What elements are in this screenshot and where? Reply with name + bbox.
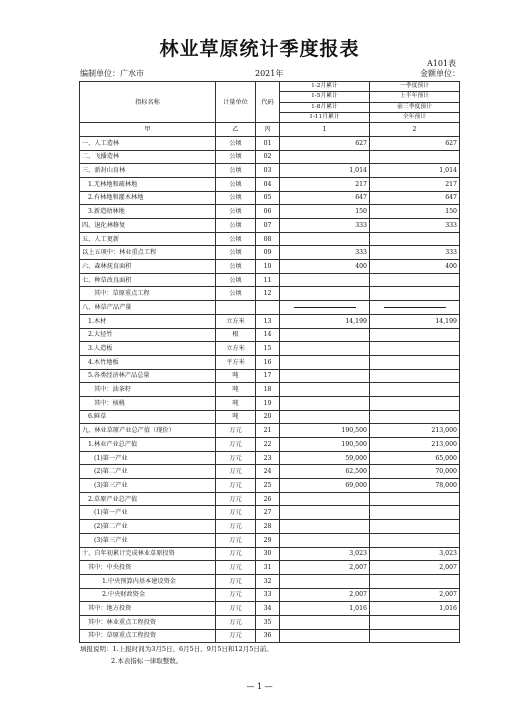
row-value-cumulative: [280, 273, 370, 287]
row-code: 10: [256, 260, 280, 274]
row-code: 08: [256, 232, 280, 246]
table-row: [80, 355, 460, 369]
row-code: 34: [256, 602, 280, 616]
row-unit: 万元: [216, 629, 256, 643]
statistics-table: [79, 81, 460, 643]
row-unit: 公顷: [216, 273, 256, 287]
row-unit: 万元: [216, 533, 256, 547]
row-value-forecast: [370, 492, 460, 506]
row-name: 二、飞播造林: [80, 150, 216, 164]
row-name: 2.中央财政资金: [80, 588, 216, 602]
amount-unit: 金额单位：: [420, 69, 460, 78]
row-name: 九、林业草原产业总产值（现价）: [80, 424, 216, 438]
table-row: [80, 328, 460, 342]
row-unit: 万元: [216, 615, 256, 629]
table-row: [80, 246, 460, 260]
row-name: 其中：核桃: [80, 396, 216, 410]
row-code: 15: [256, 342, 280, 356]
header-col1-line: 1-8月累计: [280, 103, 369, 113]
row-name: 5.各类经济林产品总量: [80, 369, 216, 383]
header-col1-line: 1-5月累计: [280, 92, 369, 102]
row-value-forecast: [370, 383, 460, 397]
label-col2: 2: [370, 123, 460, 137]
row-code: 18: [256, 383, 280, 397]
table-row: [80, 177, 460, 191]
row-value-cumulative: 62,500: [280, 465, 370, 479]
row-value-cumulative: 150: [280, 205, 370, 219]
row-value-cumulative: [280, 328, 370, 342]
row-code: 35: [256, 615, 280, 629]
table-row: [80, 232, 460, 246]
row-value-cumulative: [280, 301, 370, 315]
table-row: [80, 465, 460, 479]
row-value-cumulative: [280, 396, 370, 410]
row-code: 28: [256, 520, 280, 534]
row-code: 16: [256, 355, 280, 369]
row-value-forecast: 2,007: [370, 561, 460, 575]
row-value-forecast: [370, 520, 460, 534]
header-col2-line: 一季度预计: [370, 82, 459, 92]
row-unit: 吨: [216, 410, 256, 424]
row-name: 三、新封山育林: [80, 164, 216, 178]
dash-line: [294, 307, 356, 308]
row-name: 其中：林业重点工程投资: [80, 615, 216, 629]
row-code: 04: [256, 177, 280, 191]
row-code: 30: [256, 547, 280, 561]
table-row: [80, 273, 460, 287]
row-value-cumulative: 14,199: [280, 314, 370, 328]
row-value-cumulative: [280, 410, 370, 424]
table-row: [80, 383, 460, 397]
page-number: — 1 —: [246, 682, 273, 691]
row-value-cumulative: 647: [280, 191, 370, 205]
row-unit: 立方米: [216, 314, 256, 328]
row-code: 24: [256, 465, 280, 479]
table-row: [80, 301, 460, 315]
row-value-forecast: 70,000: [370, 465, 460, 479]
note-line: 填报说明：1.上报时间为3月5日、6月5日、9月5日和12月5日前。: [80, 645, 273, 653]
row-value-cumulative: [280, 383, 370, 397]
row-name: (1)第一产业: [80, 506, 216, 520]
table-row: [80, 492, 460, 506]
header-code: 代码: [256, 82, 280, 123]
table-row: [80, 574, 460, 588]
label-bing: 丙: [256, 123, 280, 137]
row-unit: 立方米: [216, 342, 256, 356]
row-value-cumulative: 1,014: [280, 164, 370, 178]
row-value-forecast: [370, 150, 460, 164]
row-value-forecast: 333: [370, 219, 460, 233]
row-value-forecast: [370, 396, 460, 410]
row-name: 2.有林地和灌木林地: [80, 191, 216, 205]
row-value-cumulative: [280, 492, 370, 506]
table-row: [80, 396, 460, 410]
row-name: 四、退化林修复: [80, 219, 216, 233]
row-name: 3.人造板: [80, 342, 216, 356]
row-code: 02: [256, 150, 280, 164]
row-name: 其中：草原重点工程: [80, 287, 216, 301]
row-value-cumulative: 2,007: [280, 588, 370, 602]
row-value-cumulative: 1,016: [280, 602, 370, 616]
row-value-forecast: [370, 328, 460, 342]
row-name: 其中：中央投资: [80, 561, 216, 575]
row-value-forecast: 14,199: [370, 314, 460, 328]
form-number: A101表: [426, 59, 456, 68]
row-unit: 万元: [216, 506, 256, 520]
label-jia: 甲: [80, 123, 216, 137]
row-name: 八、林草产品产量: [80, 301, 216, 315]
row-code: 12: [256, 287, 280, 301]
row-value-forecast: [370, 287, 460, 301]
row-value-cumulative: 190,500: [280, 438, 370, 452]
table-row: [80, 314, 460, 328]
row-code: 33: [256, 588, 280, 602]
table-row: [80, 424, 460, 438]
row-code: 19: [256, 396, 280, 410]
row-unit: 万元: [216, 438, 256, 452]
header-indicator-name: 指标名称: [80, 82, 216, 123]
table-row: [80, 479, 460, 493]
row-name: (3)第三产业: [80, 533, 216, 547]
table-row: [80, 561, 460, 575]
row-name: (3)第三产业: [80, 479, 216, 493]
row-name: 2.大径竹: [80, 328, 216, 342]
table-row: [80, 260, 460, 274]
row-code: 14: [256, 328, 280, 342]
row-value-forecast: 400: [370, 260, 460, 274]
row-name: 十、自年初累计完成林业草原投资: [80, 547, 216, 561]
row-value-cumulative: 3,023: [280, 547, 370, 561]
table-row: [80, 588, 460, 602]
row-unit: 吨: [216, 383, 256, 397]
row-unit: 万元: [216, 451, 256, 465]
row-code: [256, 301, 280, 315]
row-name: 六、森林抚育面积: [80, 260, 216, 274]
table-row: [80, 438, 460, 452]
row-value-forecast: 150: [370, 205, 460, 219]
row-value-forecast: [370, 506, 460, 520]
row-code: 26: [256, 492, 280, 506]
row-value-cumulative: [280, 232, 370, 246]
header-col2-line: 全年预计: [402, 113, 427, 120]
row-unit: 公顷: [216, 260, 256, 274]
row-unit: 根: [216, 328, 256, 342]
row-value-forecast: [370, 369, 460, 383]
table-row: [80, 219, 460, 233]
row-value-forecast: 213,000: [370, 438, 460, 452]
row-name: 1.木材: [80, 314, 216, 328]
table-row: [80, 205, 460, 219]
note-line: 2.本表指标一律取整数。: [111, 657, 183, 665]
row-name: 其中：油茶籽: [80, 383, 216, 397]
row-unit: 公顷: [216, 150, 256, 164]
row-value-cumulative: 59,000: [280, 451, 370, 465]
row-name: 4.木竹地板: [80, 355, 216, 369]
row-value-forecast: 647: [370, 191, 460, 205]
row-value-forecast: [370, 615, 460, 629]
report-year: 2021年: [255, 69, 284, 78]
table-row: [80, 136, 460, 150]
row-value-forecast: 333: [370, 246, 460, 260]
row-unit: 公顷: [216, 177, 256, 191]
row-value-cumulative: 333: [280, 219, 370, 233]
row-value-forecast: [370, 355, 460, 369]
row-code: 05: [256, 191, 280, 205]
table-row: [80, 287, 460, 301]
row-unit: [216, 301, 256, 315]
row-value-cumulative: [280, 615, 370, 629]
row-value-cumulative: 627: [280, 136, 370, 150]
table-row: [80, 615, 460, 629]
row-unit: 公顷: [216, 232, 256, 246]
row-code: 17: [256, 369, 280, 383]
row-code: 27: [256, 506, 280, 520]
row-value-forecast: 627: [370, 136, 460, 150]
row-unit: 万元: [216, 520, 256, 534]
header-col2: [370, 82, 460, 123]
row-code: 01: [256, 136, 280, 150]
table-row: [80, 410, 460, 424]
report-title: 林业草原统计季度报表: [159, 38, 360, 60]
row-unit: 公顷: [216, 164, 256, 178]
row-unit: 公顷: [216, 191, 256, 205]
row-value-forecast: 213,000: [370, 424, 460, 438]
row-unit: 公顷: [216, 287, 256, 301]
header-unit: 计量单位: [216, 82, 256, 123]
header-col1: [280, 82, 370, 123]
row-value-forecast: 1,014: [370, 164, 460, 178]
row-value-cumulative: [280, 629, 370, 643]
header-col1-line: 1-2月累计: [280, 82, 369, 92]
row-name: 五、人工更新: [80, 232, 216, 246]
row-code: 07: [256, 219, 280, 233]
row-unit: 万元: [216, 547, 256, 561]
row-unit: 平方米: [216, 355, 256, 369]
header-col2-line: 上半年预计: [370, 92, 459, 102]
row-value-forecast: [370, 629, 460, 643]
row-value-forecast: 3,023: [370, 547, 460, 561]
row-name: 1.无林地和疏林地: [80, 177, 216, 191]
row-value-forecast: [370, 232, 460, 246]
row-value-cumulative: [280, 574, 370, 588]
row-name: 2.草原产业总产值: [80, 492, 216, 506]
row-value-cumulative: 2,007: [280, 561, 370, 575]
column-label-row: [80, 123, 460, 137]
row-unit: 吨: [216, 396, 256, 410]
row-name: 七、种草改良面积: [80, 273, 216, 287]
row-unit: 万元: [216, 602, 256, 616]
row-value-forecast: [370, 342, 460, 356]
row-value-cumulative: [280, 150, 370, 164]
table-row: [80, 342, 460, 356]
row-value-cumulative: [280, 355, 370, 369]
row-value-forecast: 217: [370, 177, 460, 191]
row-unit: 公顷: [216, 219, 256, 233]
row-value-cumulative: 190,500: [280, 424, 370, 438]
row-code: 22: [256, 438, 280, 452]
row-value-forecast: [370, 533, 460, 547]
row-value-cumulative: 217: [280, 177, 370, 191]
table-row: [80, 547, 460, 561]
row-name: (2)第二产业: [80, 520, 216, 534]
row-code: 29: [256, 533, 280, 547]
row-unit: 万元: [216, 465, 256, 479]
row-code: 25: [256, 479, 280, 493]
table-row: [80, 150, 460, 164]
row-code: 32: [256, 574, 280, 588]
row-unit: 万元: [216, 574, 256, 588]
row-unit: 公顷: [216, 246, 256, 260]
table-row: [80, 533, 460, 547]
row-value-cumulative: [280, 520, 370, 534]
row-value-cumulative: 333: [280, 246, 370, 260]
table-row: [80, 369, 460, 383]
header-col2-line: 前三季度预计: [370, 103, 459, 113]
row-code: 20: [256, 410, 280, 424]
row-unit: 万元: [216, 561, 256, 575]
header-col1-line: 1-11月累计: [309, 113, 340, 120]
row-value-cumulative: [280, 533, 370, 547]
filling-notes: [80, 643, 273, 667]
table-row: [80, 164, 460, 178]
label-yi: 乙: [216, 123, 256, 137]
table-row: [80, 191, 460, 205]
row-unit: 公顷: [216, 136, 256, 150]
row-name: 1.林业产业总产值: [80, 438, 216, 452]
row-value-forecast: [370, 301, 460, 315]
row-value-forecast: 78,000: [370, 479, 460, 493]
label-col1: 1: [280, 123, 370, 137]
row-name: 3.新造幼林地: [80, 205, 216, 219]
row-unit: 万元: [216, 492, 256, 506]
row-name: 一、人工造林: [80, 136, 216, 150]
row-value-cumulative: [280, 369, 370, 383]
table-row: [80, 451, 460, 465]
row-name: 其中：地方投资: [80, 602, 216, 616]
row-name: (2)第二产业: [80, 465, 216, 479]
row-unit: 万元: [216, 588, 256, 602]
row-value-forecast: [370, 273, 460, 287]
row-unit: 万元: [216, 479, 256, 493]
row-code: 21: [256, 424, 280, 438]
row-value-cumulative: [280, 342, 370, 356]
row-code: 03: [256, 164, 280, 178]
row-value-forecast: [370, 410, 460, 424]
row-value-forecast: 2,007: [370, 588, 460, 602]
row-code: 06: [256, 205, 280, 219]
table-row: [80, 506, 460, 520]
compiler-unit: 编制单位：广水市: [80, 69, 144, 78]
row-name: 以上五项中：林业重点工程: [80, 246, 216, 260]
row-name: 其中：草原重点工程投资: [80, 629, 216, 643]
row-value-cumulative: 69,000: [280, 479, 370, 493]
row-unit: 万元: [216, 424, 256, 438]
row-unit: 公顷: [216, 205, 256, 219]
table-row: [80, 520, 460, 534]
row-code: 36: [256, 629, 280, 643]
row-code: 09: [256, 246, 280, 260]
table-header-row: [80, 82, 460, 123]
table-row: [80, 602, 460, 616]
row-value-forecast: 65,000: [370, 451, 460, 465]
row-code: 11: [256, 273, 280, 287]
row-value-cumulative: 400: [280, 260, 370, 274]
row-code: 31: [256, 561, 280, 575]
row-value-forecast: [370, 574, 460, 588]
row-code: 13: [256, 314, 280, 328]
row-value-cumulative: [280, 506, 370, 520]
row-unit: 吨: [216, 369, 256, 383]
row-name: (1)第一产业: [80, 451, 216, 465]
table-row: [80, 629, 460, 643]
row-code: 23: [256, 451, 280, 465]
dash-line: [384, 307, 446, 308]
row-name: 6.鲜草: [80, 410, 216, 424]
row-value-forecast: 1,016: [370, 602, 460, 616]
row-value-cumulative: [280, 287, 370, 301]
row-name: 1.中央预算内基本建设资金: [80, 574, 216, 588]
